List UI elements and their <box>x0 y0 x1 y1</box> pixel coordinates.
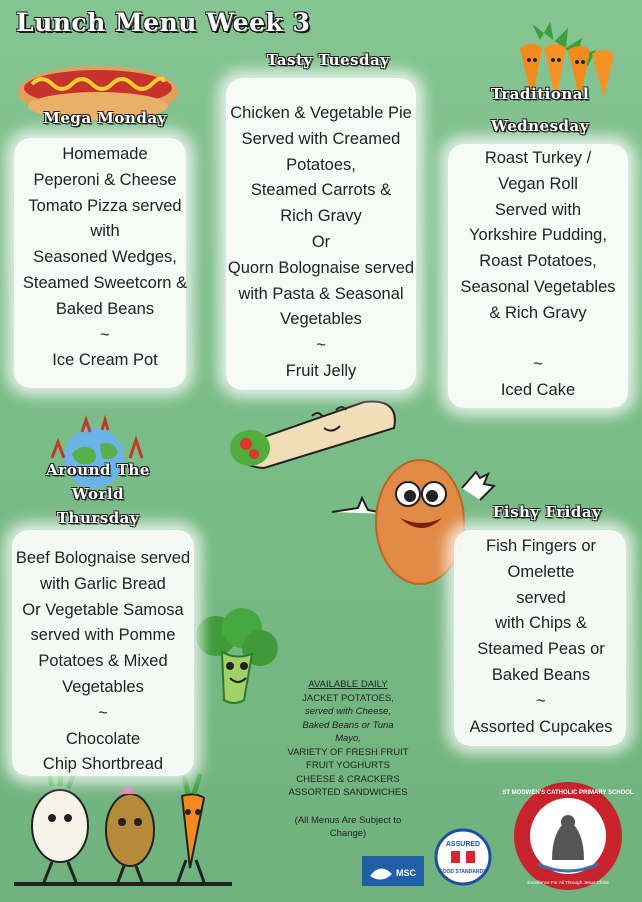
tuesday-menu <box>216 101 426 385</box>
menu-line: Yorkshire Pudding, <box>469 226 607 245</box>
tuesday-heading: Tasty Tuesday <box>266 51 390 69</box>
menu-line <box>440 327 636 353</box>
menu-line: Vegetables <box>280 310 362 329</box>
thursday-menu <box>4 546 202 778</box>
daily-line: CHEESE & CRACKERS <box>296 773 400 785</box>
menu-line: Served with <box>494 200 582 219</box>
msc-logo <box>362 856 424 886</box>
menu-line: Chocolate <box>65 729 141 748</box>
msc-logo-text: MSC <box>396 868 416 878</box>
menu-line: Quorn Bolognaise served <box>227 258 415 277</box>
menu-line: Iced Cake <box>500 381 576 400</box>
wednesday-heading: Traditional Wednesday <box>490 85 590 135</box>
daily-line: JACKET POTATOES, <box>302 692 394 704</box>
menu-line: Vegan Roll <box>498 174 578 193</box>
menu-line: ~ <box>98 703 108 722</box>
menu-line: with Garlic Bread <box>40 574 166 593</box>
daily-line: FRUIT YOGHURTS <box>306 760 390 771</box>
menu-line: Chicken & Vegetable Pie <box>230 104 412 122</box>
menu-line: Baked Beans <box>55 299 155 318</box>
monday-menu <box>10 142 200 374</box>
menu-line: Rich Gravy <box>280 207 362 226</box>
page-title: Lunch Menu Week 3 <box>16 8 311 37</box>
menu-line: ~ <box>536 691 546 710</box>
menu-line: Vegetables <box>62 677 144 696</box>
daily-line: ASSORTED SANDWICHES <box>288 787 408 798</box>
menu-line: Peperoni & Cheese <box>33 170 177 189</box>
assured-food-standards-logo <box>434 828 492 886</box>
menu-line: Roast Turkey / <box>484 149 592 167</box>
menu-line: served <box>516 588 566 607</box>
svg-text:ASSURED: ASSURED <box>445 841 481 848</box>
svg-text:Excellence For All Through Jes: Excellence For All Through Jesus Christ <box>527 880 609 885</box>
daily-line: Mayo, <box>335 733 361 744</box>
menu-line: Seasonal Vegetables <box>460 277 616 296</box>
svg-text:ST MODWEN'S CATHOLIC PRIMARY S: ST MODWEN'S CATHOLIC PRIMARY SCHOOL <box>502 790 634 796</box>
daily-line: Baked Beans or Tuna <box>302 719 394 731</box>
menu-line: Assorted Cupcakes <box>469 717 613 736</box>
menu-line: Chip Shortbread <box>42 755 164 774</box>
menu-line: Or Vegetable Samosa <box>22 600 184 619</box>
menu-line: Ice Cream Pot <box>52 351 158 370</box>
menu-line: Seasoned Wedges, <box>33 248 177 267</box>
menu-line: with <box>90 222 120 241</box>
available-daily <box>268 678 428 841</box>
school-crest-logo <box>502 780 634 892</box>
menu-line: Tomato Pizza served <box>28 196 182 215</box>
menu-line: Steamed Peas or <box>477 640 605 659</box>
menu-line: Fish Fingers or <box>485 537 597 555</box>
wednesday-menu <box>440 146 636 404</box>
available-daily-heading: AVAILABLE DAILY <box>308 679 388 690</box>
menu-line: Steamed Carrots & <box>250 181 392 200</box>
daily-line: served with Cheese, <box>304 706 392 717</box>
menu-line: with Pasta & Seasonal <box>238 284 404 303</box>
menu-line: Or <box>311 232 331 251</box>
svg-text:FOOD STANDARDS: FOOD STANDARDS <box>439 869 487 875</box>
menu-line: with Chips & <box>495 614 587 633</box>
menu-line: ~ <box>533 355 543 374</box>
menu-line: served with Pomme <box>30 626 176 645</box>
change-note: (All Menus Are Subject to Change) <box>294 814 402 839</box>
thursday-heading: Around The World Thursday <box>46 461 150 527</box>
menu-line: Potatoes & Mixed <box>38 652 168 671</box>
menu-line: Potatoes, <box>286 155 356 174</box>
menu-line: Homemade <box>62 145 148 163</box>
menu-line: Fruit Jelly <box>285 361 357 380</box>
menu-line: & Rich Gravy <box>489 303 587 322</box>
menu-line: Baked Beans <box>491 665 591 684</box>
menu-line: Beef Bolognaise served <box>15 549 191 567</box>
menu-line: Steamed Sweetcorn & <box>22 273 188 292</box>
menu-line: Omelette <box>507 562 575 581</box>
daily-line: VARIETY OF FRESH FRUIT <box>287 746 409 758</box>
menu-line: Roast Potatoes, <box>479 252 597 271</box>
menu-line: ~ <box>100 325 110 344</box>
monday-heading: Mega Monday <box>43 109 167 127</box>
menu-line: ~ <box>316 336 326 355</box>
friday-menu <box>444 534 638 740</box>
menu-line: Served with Creamed <box>241 129 401 148</box>
friday-heading: Fishy Friday <box>492 503 602 521</box>
